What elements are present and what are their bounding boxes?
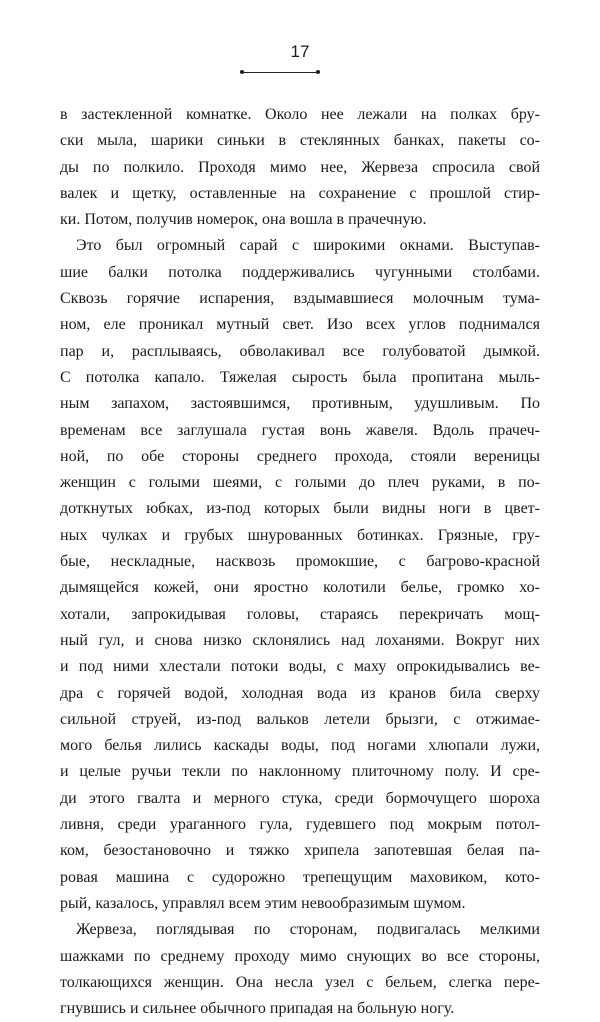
paragraph-3 [60,917,540,1022]
text-line: ком, безостановочно и тяжко хрипела запотевшая белая па- [60,842,540,860]
text-line: и целые ручьи текли по наклонному плиточному полу. И сре- [60,763,540,781]
text-line: ки. Потом, получив номерок, она вошла в прачечную. [60,211,427,229]
rule-left-dot [240,70,244,74]
text-line: дымящейся кожей, они яростно колотили белье, громко хо- [60,579,540,597]
text-line: ный гул, и снова низко склонялись над лоханями. Вокруг них [60,631,540,649]
page-number: 17 [290,42,310,61]
text-line: и под ними хлестали потоки воды, с маху опрокидывались ве- [60,658,540,676]
text-line: хотали, запрокидывая головы, стараясь перекричать мощ- [60,605,540,623]
text-line: ровая машина с судорожно трепещущим маховиком, кото- [60,868,540,886]
text-line: ным запахом, застоявшимся, противным, удушливым. По [60,395,540,413]
text-line: Это был огромный сарай с широкими окнами. Выступав- [76,237,540,255]
text-line: ски мыла, шарики синьки в стеклянных банках, пакеты со- [60,132,540,150]
text-line: гнувшись и сильнее обычного припадая на больную ногу. [60,1000,455,1018]
text-line: дра с горячей водой, холодная вода из кранов била сверху [60,684,540,702]
text-line: шажками по среднему проходу мимо снующих во все стороны, [60,947,540,965]
text-line: доткнутых юбках, из-под которых были видны ноги в цвет- [60,500,540,518]
header-rule [242,72,318,73]
paragraph-1 [60,102,540,233]
text-line: толкающихся женщин. Она несла узел с бельем, слегка пере- [60,973,540,991]
text-line: ди этого гвалта и мерного стука, среди бормочущего шороха [60,789,540,807]
text-line: валек и щетку, оставленные на сохранение с прошлой стир- [60,184,540,202]
text-line: ды по полкило. Проходя мимо нее, Жервеза спросила свой [60,158,540,176]
text-line: рый, казалось, управлял всем этим невообразимым шумом. [60,894,466,912]
rule-right-dot [316,70,320,74]
text-line: в застекленной комнатке. Около нее лежали на полках бру- [60,106,540,123]
text-line: ных чулках и грубых шнурованных ботинках. Грязные, гру- [60,526,540,544]
text-line: ной, по обе стороны среднего прохода, стояли вереницы [60,447,540,465]
text-line: бые, нескладные, насквозь промокшие, с багрово-красной [60,553,540,571]
text-line: пар и, расплываясь, обволакивал все голубоватой дымкой. [60,342,540,360]
paragraph-2 [60,233,540,917]
text-line: сильной струей, из-под вальков летели брызги, с отжимае- [60,710,540,728]
text-line: женщин с голыми шеями, с голыми до плеч руками, в по- [60,474,540,492]
body-text [60,102,540,1022]
text-line: временам все заглушала густая вонь жавеля. Вдоль прачеч- [60,421,540,439]
text-line: Жервеза, поглядывая по сторонам, подвигалась мелкими [76,921,540,939]
text-line: С потолка капало. Тяжелая сырость была пропитана мыль- [60,368,540,386]
text-line: ном, еле проникал мутный свет. Изо всех углов поднимался [60,316,540,334]
text-line: шие балки потолка поддерживались чугунными столбами. [60,263,540,281]
text-line: мого белья лились каскады воды, под ногами хлюпали лужи, [60,737,540,755]
text-line: Сквозь горячие испарения, вздымавшиеся молочным тума- [60,290,540,308]
text-line: ливня, среди ураганного гула, гудевшего под мокрым потол- [60,816,540,834]
